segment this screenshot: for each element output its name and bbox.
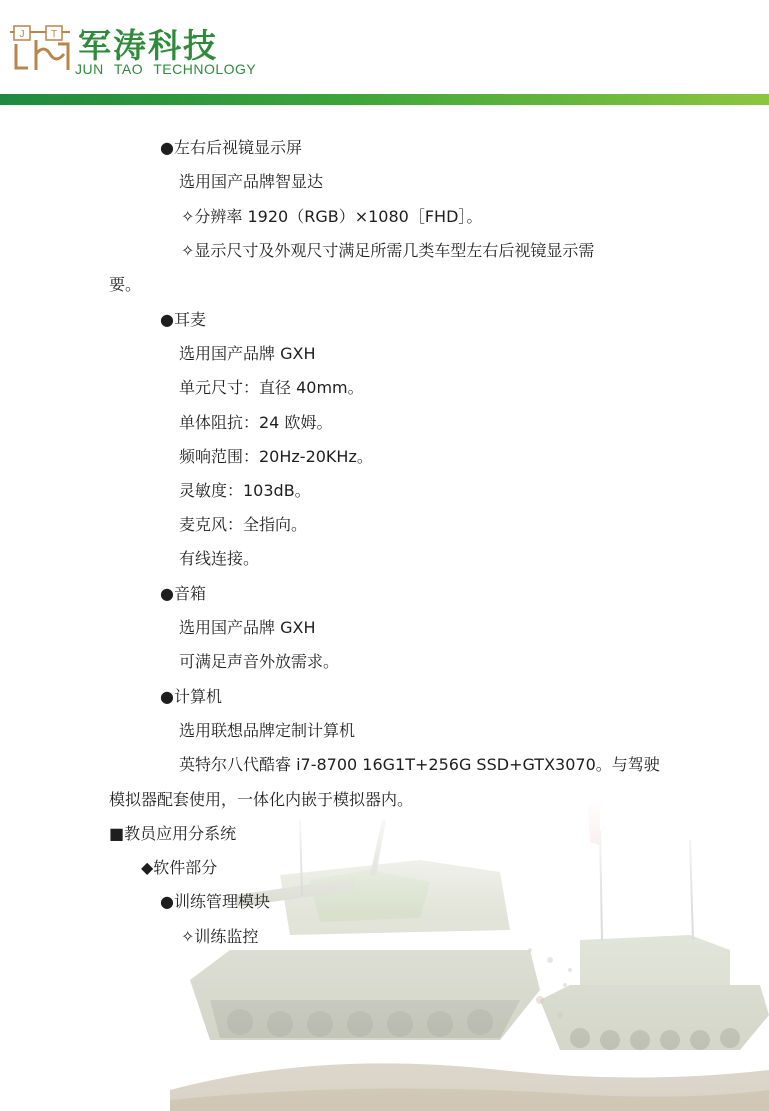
paragraph-line: 可满足声音外放需求。 (179, 652, 340, 671)
paragraph-line: 单体阻抗：24 欧姆。 (179, 413, 333, 432)
heading-rearview-display: ●左右后视镜显示屏 (160, 138, 302, 157)
heading-computer: ●计算机 (160, 687, 222, 706)
heading-speaker: ●音箱 (160, 584, 206, 603)
heading-headset: ●耳麦 (160, 310, 206, 329)
paragraph-line: ✧分辨率 1920（RGB）×1080［FHD］。 (181, 207, 483, 226)
paragraph-line: 单元尺寸：直径 40mm。 (179, 378, 364, 397)
paragraph-line: 灵敏度：103dB。 (179, 481, 311, 500)
paragraph-line: 英特尔八代酷睿 i7-8700 16G1T+256G SSD+GTX3070。与驾驶 (179, 755, 660, 774)
paragraph-line: 模拟器配套使用，一体化内嵌于模拟器内。 (109, 790, 414, 809)
paragraph-line: 有线连接。 (179, 549, 260, 568)
logo-letter-t: T (50, 29, 58, 40)
paragraph-line: 选用国产品牌 GXH (179, 618, 316, 637)
paragraph-line: 麦克风：全指向。 (179, 515, 308, 534)
logo-letter-j: J (19, 29, 25, 40)
paragraph-line: ✧显示尺寸及外观尺寸满足所需几类车型左右后视镜显示需 (181, 241, 595, 260)
brand-name-en: JUN TAO TECHNOLOGY (75, 61, 257, 77)
brand-name-cn: 军涛科技 (78, 26, 218, 65)
heading-software-part: ◆软件部分 (141, 858, 218, 877)
paragraph-line: 要。 (109, 275, 142, 294)
paragraph-line: 频响范围：20Hz-20KHz。 (179, 447, 373, 466)
paragraph-line: 选用国产品牌 GXH (179, 344, 316, 363)
heading-instructor-subsystem: ■教员应用分系统 (109, 824, 237, 843)
paragraph-line: ✧训练监控 (181, 927, 259, 946)
paragraph-line: 选用国产品牌智显达 (179, 172, 324, 191)
heading-training-management: ●训练管理模块 (160, 892, 270, 911)
paragraph-line: 选用联想品牌定制计算机 (179, 721, 356, 740)
